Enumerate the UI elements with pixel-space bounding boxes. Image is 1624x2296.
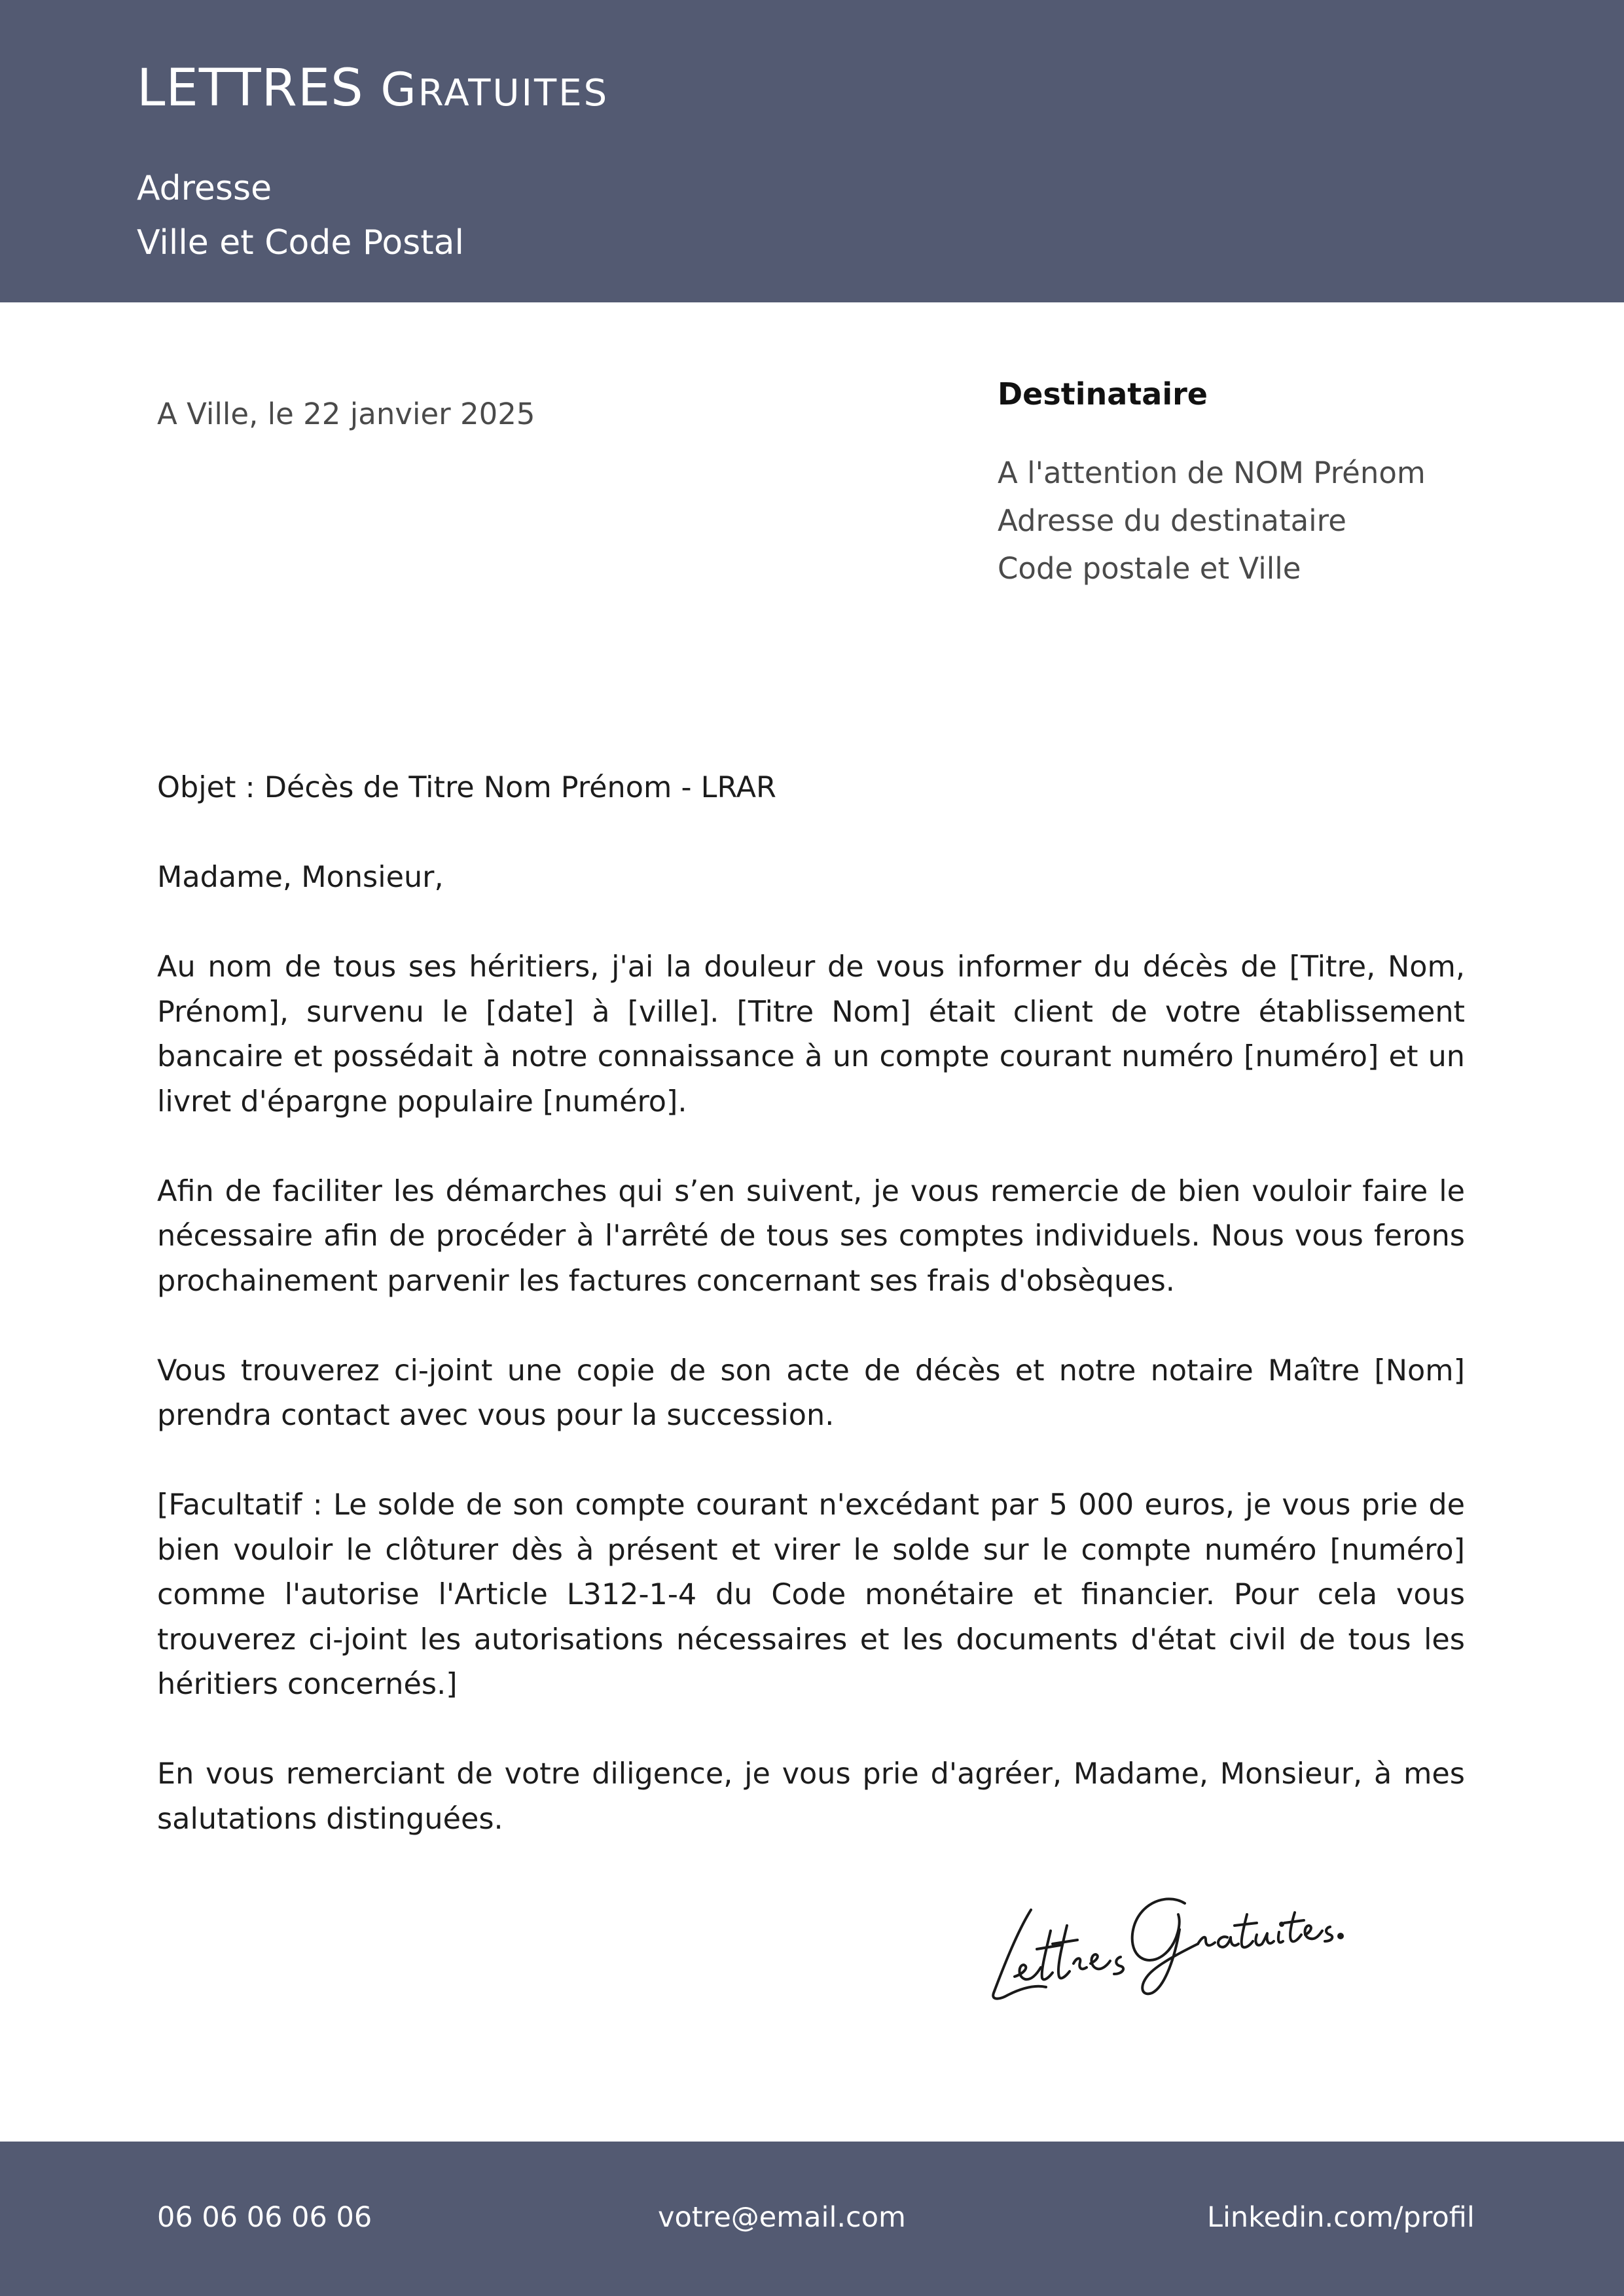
recipient-attention: A l'attention de NOM Prénom — [998, 456, 1426, 490]
brand-word-lettres: LETTRES — [137, 59, 364, 118]
recipient-title: Destinataire — [998, 376, 1208, 412]
letter-paragraph: Vous trouverez ci-joint une copie de son acte de décès et notre notaire Maître [Nom] prendra contact avec vous pour la succession. — [157, 1354, 1465, 1432]
letter-paragraph: [Facultatif : Le solde de son compte courant n'excédant par 5 000 euros, je vous prie de bien vouloir le clôturer dès à présent et virer le solde sur le compte numéro [numéro] comme l'autorise l'Article L312-1-4 du Code monétaire et financier. Pour cela vous trouverez ci-joint les autorisations nécessaires et les documents d'état civil de tous les héritiers concernés.] — [157, 1488, 1465, 1701]
handwritten-signature — [969, 1852, 1348, 2022]
recipient-address: Adresse du destinataire — [998, 503, 1346, 538]
letter-date: A Ville, le 22 janvier 2025 — [157, 397, 535, 431]
recipient-city: Code postale et Ville — [998, 551, 1301, 586]
footer-linkedin[interactable]: Linkedin.com/profil — [1207, 2201, 1475, 2234]
brand-word-gratuites: GRATUITES — [380, 63, 609, 117]
letter-salutation: Madame, Monsieur, — [157, 861, 444, 894]
letter-body — [157, 766, 1465, 1887]
sender-address: Adresse — [137, 169, 272, 208]
letter-closing: En vous remerciant de votre diligence, je vous prie d'agréer, Madame, Monsieur, à mes salutations distinguées. — [157, 1757, 1465, 1836]
sender-city: Ville et Code Postal — [137, 223, 464, 262]
footer-band — [0, 2142, 1624, 2296]
header-band — [0, 0, 1624, 302]
letter-subject: Objet : Décès de Titre Nom Prénom - LRAR — [157, 771, 776, 804]
letter-paragraph: Afin de faciliter les démarches qui s’en suivent, je vous remercie de bien vouloir faire le nécessaire afin de procéder à l'arrêté de tous ses comptes individuels. Nous vous ferons prochainement parvenir les factures concernant ses frais d'obsèques. — [157, 1174, 1465, 1298]
brand-logo — [137, 59, 609, 118]
footer-phone: 06 06 06 06 06 — [157, 2201, 372, 2234]
footer-email[interactable]: votre@email.com — [658, 2201, 906, 2234]
letter-paragraph: Au nom de tous ses héritiers, j'ai la douleur de vous informer du décès de [Titre, Nom, Prénom], survenu le [date] à [ville]. [Titre Nom] était client de votre établissement bancaire et possédait à notre connaissance à un compte courant numéro [numéro] et un livret d'épargne populaire [numéro]. — [157, 950, 1465, 1119]
